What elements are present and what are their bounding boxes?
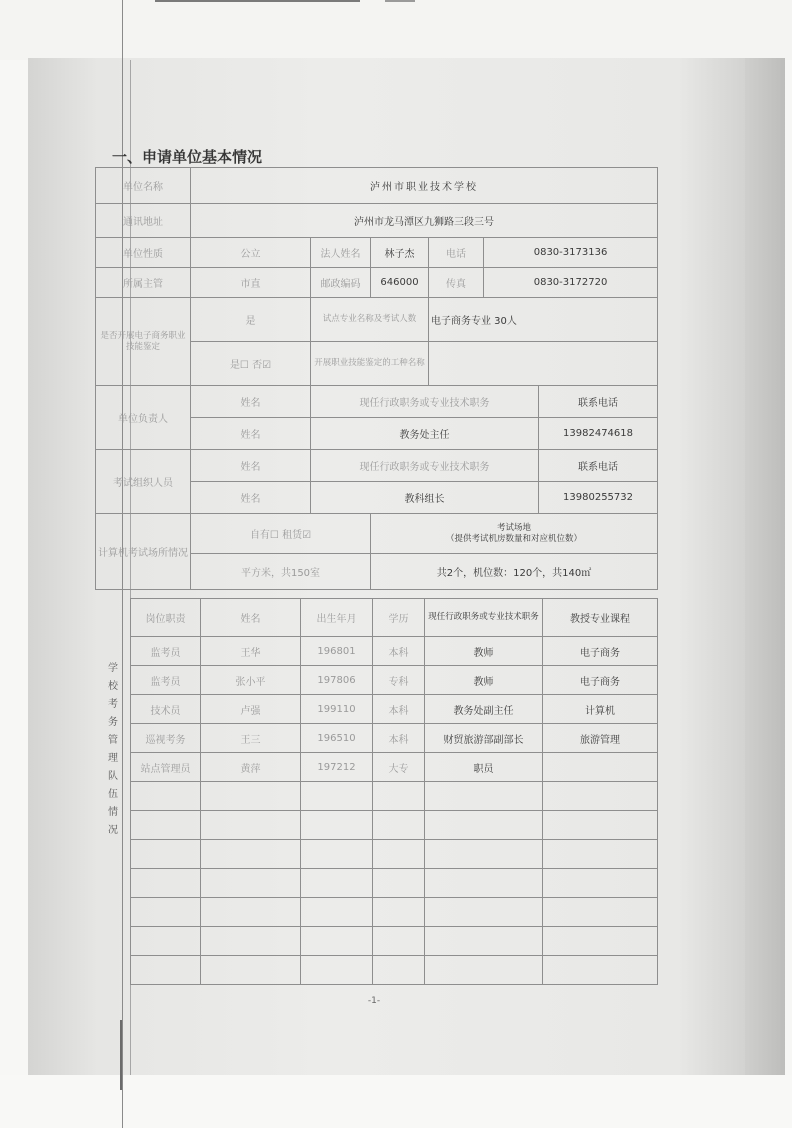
unit-name-label: 单位名称 [96,168,191,204]
pilot-major-label: 试点专业名称及考试人数 [311,298,429,342]
staff-header-cell: 出生年月 [301,599,373,637]
staff-empty-cell [373,840,425,869]
scan-artifact-line [155,0,360,2]
staff-header-cell: 岗位职责 [131,599,201,637]
staff-header-cell: 姓名 [201,599,301,637]
form-row-pilot-1 [96,298,658,342]
staff-empty-cell [301,898,373,927]
staff-cell: 教师 [425,637,543,666]
application-form-table [95,167,658,590]
staff-empty-row [131,956,658,985]
staff-empty-cell [131,869,201,898]
staff-header-cell: 学历 [373,599,425,637]
staff-side-label: 学校考务管理队伍情况 [108,663,118,836]
staff-empty-row [131,869,658,898]
staff-empty-cell [543,840,658,869]
staff-empty-cell [425,898,543,927]
supervisor-value: 市直 [191,268,311,298]
address-label: 通讯地址 [96,204,191,238]
staff-cell: 197806 [301,666,373,695]
staff-cell: 教师 [425,666,543,695]
other-trade-label: 开展职业技能鉴定的工种名称 [311,342,429,386]
staff-empty-cell [425,811,543,840]
staff-empty-cell [373,869,425,898]
staff-table [130,598,658,985]
staff-cell: 王华 [201,637,301,666]
page-number: -1- [367,996,381,1006]
pilot-question-label: 是否开展电子商务职业技能鉴定 [96,298,191,386]
staff-empty-cell [543,811,658,840]
form-row-tester-header [96,450,658,482]
staff-empty-cell [425,927,543,956]
staff-cell: 财贸旅游部副部长 [425,724,543,753]
supervisor-label: 所属主管 [96,268,191,298]
staff-cell: 监考员 [131,637,201,666]
unit-name: 泸州市职业技术学校 [191,168,658,204]
staff-cell: 王三 [201,724,301,753]
staff-empty-cell [373,927,425,956]
site-header-subtitle: （提供考试机房数量和对应机位数） [446,533,583,544]
staff-cell: 黄萍 [201,753,301,782]
pilot-answer: 是 [191,298,311,342]
staff-cell: 旅游管理 [543,724,658,753]
staff-empty-cell [373,956,425,985]
staff-cell: 职员 [425,753,543,782]
staff-header-cell: 现任行政职务或专业技术职务 [425,599,543,637]
site-ownership: 自有☐ 租赁☑ [191,514,371,554]
staff-cell: 大专 [373,753,425,782]
staff-table-body [131,599,658,985]
staff-cell: 电子商务 [543,666,658,695]
staff-cell: 张小平 [201,666,301,695]
contact-name-header: 姓名 [191,386,311,418]
staff-empty-cell [131,927,201,956]
staff-empty-cell [201,927,301,956]
staff-empty-row [131,840,658,869]
exam-organizer-label: 考试组织人员 [96,450,191,514]
scan-margin-top [0,0,792,60]
fax: 0830-3172720 [484,268,658,298]
staff-empty-cell [301,782,373,811]
contact-phone-header: 联系电话 [539,386,658,418]
staff-empty-cell [543,869,658,898]
site-rooms: 共2个，机位数：120个，共140㎡ [371,554,658,590]
form-row-exam-site [96,514,658,554]
staff-empty-cell [543,956,658,985]
staff-header-row [131,599,658,637]
staff-row [131,724,658,753]
staff-empty-cell [373,811,425,840]
staff-empty-cell [131,956,201,985]
staff-row [131,666,658,695]
site-header-title: 考试场地 [497,522,532,533]
contact-name-header: 姓名 [191,450,311,482]
staff-empty-cell [131,898,201,927]
form-row-zip [96,268,658,298]
staff-empty-cell [543,782,658,811]
page-shadow [745,58,785,1078]
staff-empty-row [131,927,658,956]
binding-mark [120,1020,132,1090]
staff-cell: 本科 [373,637,425,666]
staff-empty-row [131,782,658,811]
staff-cell: 199110 [301,695,373,724]
staff-cell: 教务处副主任 [425,695,543,724]
staff-empty-cell [425,956,543,985]
staff-cell: 卢强 [201,695,301,724]
staff-empty-cell [301,811,373,840]
contact-title-header: 现任行政职务或专业技术职务 [311,450,539,482]
phone-label: 电话 [429,238,484,268]
form-row-name [96,168,658,204]
contact-name-header: 姓名 [191,418,311,450]
pilot-major-value: 电子商务专业 30人 [429,298,658,342]
staff-header-cell: 教授专业课程 [543,599,658,637]
site-area: 平方米，共150室 [191,554,371,590]
postcode-label: 邮政编码 [311,268,371,298]
staff-empty-cell [301,927,373,956]
staff-empty-cell [425,782,543,811]
contact-phone-header: 联系电话 [539,450,658,482]
staff-cell: 专科 [373,666,425,695]
site-header [371,514,658,554]
person-in-charge-label: 单位负责人 [96,386,191,450]
staff-cell: 196510 [301,724,373,753]
staff-cell [543,753,658,782]
staff-empty-cell [301,869,373,898]
nature-label: 单位性质 [96,238,191,268]
staff-cell: 技术员 [131,695,201,724]
staff-cell: 站点管理员 [131,753,201,782]
staff-cell: 本科 [373,695,425,724]
staff-empty-cell [201,840,301,869]
address: 泸州市龙马潭区九狮路三段三号 [191,204,658,238]
staff-empty-cell [543,927,658,956]
staff-cell: 巡视考务 [131,724,201,753]
staff-row [131,695,658,724]
staff-cell: 本科 [373,724,425,753]
form-row-contact-header [96,386,658,418]
section-heading: 一、申请单位基本情况 [112,148,263,166]
staff-empty-cell [131,811,201,840]
legal-rep-label: 法人姓名 [311,238,371,268]
scan-artifact-line [385,0,415,2]
staff-empty-cell [131,840,201,869]
contact-name-header: 姓名 [191,482,311,514]
staff-empty-cell [373,782,425,811]
tester-title: 教科组长 [311,482,539,514]
staff-empty-cell [201,811,301,840]
form-row-address [96,204,658,238]
phone: 0830-3173136 [484,238,658,268]
staff-cell: 196801 [301,637,373,666]
staff-empty-cell [543,898,658,927]
staff-row [131,637,658,666]
staff-empty-cell [131,782,201,811]
scan-margin-bottom [0,1075,792,1128]
staff-empty-cell [425,840,543,869]
staff-empty-cell [373,898,425,927]
staff-empty-cell [425,869,543,898]
tester-phone: 13980255732 [539,482,658,514]
staff-cell: 监考员 [131,666,201,695]
form-row-nature [96,238,658,268]
staff-empty-cell [201,869,301,898]
staff-empty-row [131,898,658,927]
person-title: 教务处主任 [311,418,539,450]
legal-rep: 林子杰 [371,238,429,268]
nature-value: 公立 [191,238,311,268]
staff-empty-cell [201,898,301,927]
staff-empty-cell [301,840,373,869]
staff-empty-row [131,811,658,840]
postcode: 646000 [371,268,429,298]
staff-empty-cell [201,956,301,985]
staff-cell: 197212 [301,753,373,782]
staff-empty-cell [201,782,301,811]
staff-row [131,753,658,782]
person-phone: 13982474618 [539,418,658,450]
staff-cell: 计算机 [543,695,658,724]
staff-cell: 电子商务 [543,637,658,666]
exam-site-label: 计算机考试场所情况 [96,514,191,590]
exam-site-checkbox: 是☐ 否☑ [191,342,311,386]
fax-label: 传真 [429,268,484,298]
contact-title-header: 现任行政职务或专业技术职务 [311,386,539,418]
other-trade-value [429,342,658,386]
staff-empty-cell [301,956,373,985]
